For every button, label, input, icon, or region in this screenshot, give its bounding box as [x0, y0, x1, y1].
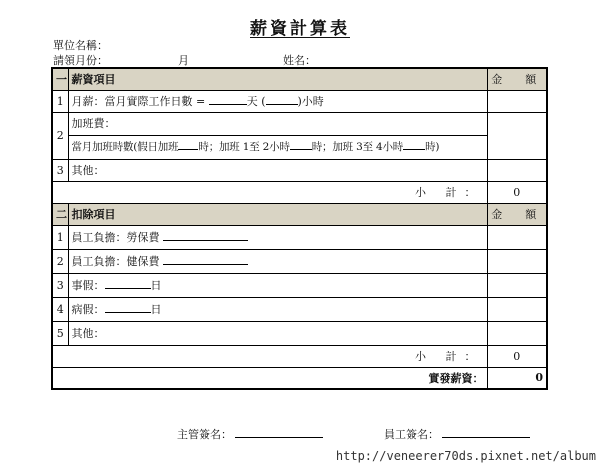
- table-row: [52, 273, 547, 297]
- month-label: 月: [178, 54, 189, 67]
- other-earnings-label: 其他：: [68, 159, 487, 181]
- overtime-1-2-label: 時；加班 1至 2小時: [198, 140, 290, 153]
- sick-leave-label: 病假：: [71, 303, 105, 316]
- table-row: [52, 321, 547, 345]
- other-deductions-label: 其他：: [68, 321, 487, 345]
- row-number: 1: [52, 90, 68, 112]
- row-number: 2: [52, 249, 68, 273]
- section-header-earnings: [52, 68, 547, 90]
- amount-cell[interactable]: [487, 297, 547, 321]
- overtime-hours-line: [69, 136, 487, 159]
- ot12-hours-blank[interactable]: [290, 139, 312, 150]
- section-number: 一: [52, 68, 68, 90]
- table-row: [52, 225, 547, 249]
- row-number: 3: [52, 159, 68, 181]
- employee-signature-label: 員工簽名：: [384, 428, 439, 441]
- table-row: [52, 90, 547, 112]
- sick-leave-cell: [68, 297, 487, 321]
- row-number: 2: [52, 112, 68, 159]
- overtime-cell: [68, 112, 487, 159]
- pay-period-label: 請領月份：: [53, 54, 108, 67]
- supervisor-signature: [177, 426, 323, 442]
- days-unit: 天 (: [246, 95, 266, 108]
- hours-blank[interactable]: [266, 94, 298, 105]
- monthly-salary-cell: [68, 90, 487, 112]
- personal-leave-cell: [68, 273, 487, 297]
- table-row: [52, 249, 547, 273]
- personal-leave-blank[interactable]: [105, 278, 151, 289]
- document-title: 薪資計算表: [250, 19, 350, 39]
- employee-signature: [384, 426, 530, 442]
- section-number: 二: [52, 203, 68, 225]
- amount-header: 金 額: [487, 203, 547, 225]
- row-number: 5: [52, 321, 68, 345]
- health-insurance-blank[interactable]: [163, 254, 248, 265]
- net-pay-value: 0: [487, 367, 547, 389]
- net-pay-label: 實發薪資：: [52, 367, 487, 389]
- section-label: 薪資項目: [68, 68, 487, 90]
- health-insurance-label: 員工負擔：健保費: [71, 255, 160, 268]
- health-insurance-cell: [68, 249, 487, 273]
- labor-insurance-cell: [68, 225, 487, 249]
- amount-cell[interactable]: [487, 321, 547, 345]
- section-label: 扣除項目: [68, 203, 487, 225]
- days-unit: 日: [150, 303, 162, 316]
- employee-signature-line[interactable]: [442, 427, 530, 438]
- table-row: [52, 159, 547, 181]
- labor-insurance-blank[interactable]: [163, 230, 248, 241]
- subtotal-value: 0: [487, 345, 547, 367]
- overtime-holiday-label: 當月加班時數(假日加班: [71, 140, 179, 153]
- unit-name-label: 單位名稱：: [53, 39, 108, 52]
- amount-cell[interactable]: [487, 159, 547, 181]
- sick-leave-blank[interactable]: [105, 302, 151, 313]
- supervisor-signature-label: 主管簽名：: [177, 428, 232, 441]
- monthly-salary-label: 月薪：當月實際工作日數 =: [71, 95, 206, 108]
- holiday-hours-blank[interactable]: [178, 139, 198, 150]
- amount-cell[interactable]: [487, 112, 547, 159]
- amount-cell[interactable]: [487, 273, 547, 297]
- amount-header: 金 額: [487, 68, 547, 90]
- amount-cell[interactable]: [487, 90, 547, 112]
- subtotal-row-earnings: [52, 181, 547, 203]
- workdays-blank[interactable]: [209, 94, 247, 105]
- subtotal-row-deductions: [52, 345, 547, 367]
- subtotal-value: 0: [487, 181, 547, 203]
- overtime-3-4-label: 時；加班 3至 4小時: [311, 140, 404, 153]
- overtime-label: 加班費：: [69, 113, 488, 136]
- salary-table: [51, 67, 548, 390]
- subtotal-label: 小 計：: [52, 181, 487, 203]
- section-header-deductions: [52, 203, 547, 225]
- overtime-end: 時): [425, 140, 440, 153]
- row-number: 4: [52, 297, 68, 321]
- row-number: 1: [52, 225, 68, 249]
- ot34-hours-blank[interactable]: [403, 139, 425, 150]
- labor-insurance-label: 員工負擔：勞保費: [71, 231, 160, 244]
- net-pay-row: [52, 367, 547, 389]
- table-row: [52, 297, 547, 321]
- employee-name-label: 姓名：: [283, 54, 316, 67]
- personal-leave-label: 事假：: [71, 279, 105, 292]
- row-number: 3: [52, 273, 68, 297]
- amount-cell[interactable]: [487, 225, 547, 249]
- table-row: [52, 112, 547, 159]
- subtotal-label: 小 計：: [52, 345, 487, 367]
- days-unit: 日: [150, 279, 162, 292]
- hours-unit: )小時: [297, 95, 324, 108]
- supervisor-signature-line[interactable]: [235, 427, 323, 438]
- amount-cell[interactable]: [487, 249, 547, 273]
- album-url-watermark: http://veneerer70ds.pixnet.net/album: [335, 449, 596, 463]
